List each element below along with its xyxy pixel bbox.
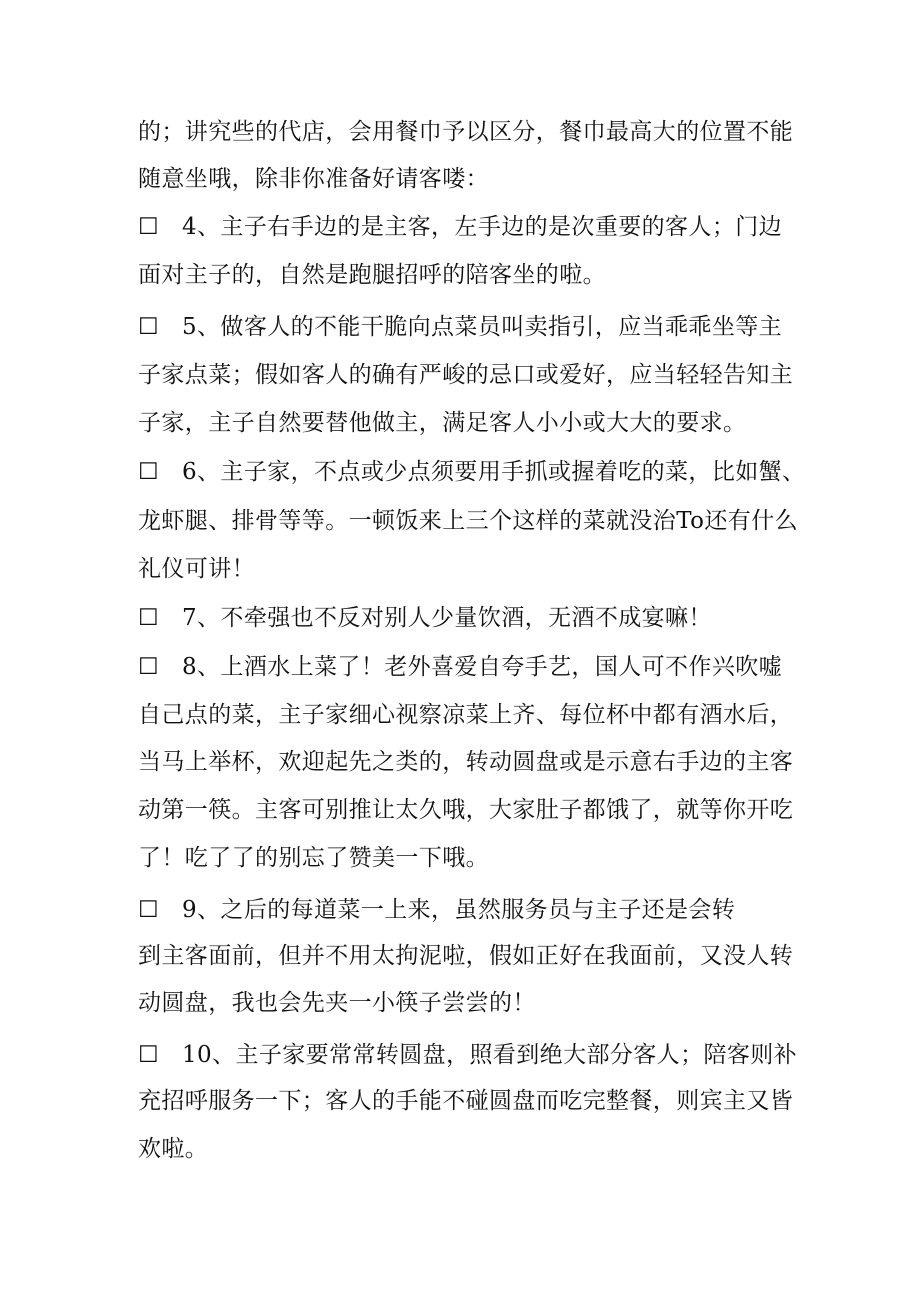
text-line: 了！吃了了的别忘了赞美一下哦。 [138,845,489,871]
text-line: 当马上举杯，欢迎起先之类的，转动圆盘或是示意右手边的主客 [138,749,794,775]
checkbox-icon: ☐ [138,605,160,631]
list-item-10: ☐ 10、主子家要常常转圆盘，照看到绝大部分客人；陪客则补 [138,1042,798,1068]
text-line: 充招呼服务一下；客人的手能不碰圆盘而吃完整餐，则宾主又皆 [138,1088,794,1114]
text-line: 动圆盘，我也会先夹一小筷子尝尝的！ [138,990,536,1016]
checkbox-icon: ☐ [138,897,160,923]
list-item-6: ☐ 6、主子家，不点或少点须要用手抓或握着吃的菜，比如蟹、 [138,459,806,485]
checkbox-icon: ☐ [138,214,160,240]
text-line: 欢啦。 [138,1136,209,1162]
text-line: 龙虾腿、排骨等等。一顿饭来上三个这样的菜就没治To还有什么 [138,508,799,534]
checkbox-icon: ☐ [138,314,160,340]
text-line: 到主客面前，但并不用太拘泥啦，假如正好在我面前，又没人转 [138,943,794,969]
list-item-7: ☐ 7、不牵强也不反对别人少量饮酒，无酒不成宴嘛！ [138,605,712,631]
checkbox-icon: ☐ [138,1042,160,1068]
text-line: 随意坐哦，除非你准备好请客喽： [138,166,489,192]
text-line: 礼仪可讲！ [138,556,255,582]
list-item-4: ☐ 4、主子右手边的是主客，左手边的是次重要的客人；门边 [138,214,783,240]
text-line: 面对主子的，自然是跑腿招呼的陪客坐的啦。 [138,262,606,288]
text-line: 子家点菜；假如客人的确有严峻的忌口或爱好，应当轻轻告知主 [138,362,794,388]
checkbox-icon: ☐ [138,459,160,485]
list-item-5: ☐ 5、做客人的不能干脆向点菜员叫卖指引，应当乖乖坐等主 [138,314,783,340]
text-line: 的；讲究些的代店，会用餐巾予以区分，餐巾最高大的位置不能 [138,119,794,145]
list-item-8: ☐ 8、上酒水上菜了！老外喜爱自夸手艺，国人可不作兴吹嘘 [138,654,783,680]
checkbox-icon: ☐ [138,654,160,680]
list-item-9: ☐ 9、之后的每道菜一上来，虽然服务员与主子还是会转 [138,897,736,923]
text-line: 自己点的菜，主子家细心视察凉菜上齐、每位杯中都有酒水后， [138,702,794,728]
text-line: 动第一筷。主客可别推让太久哦，大家肚子都饿了，就等你开吃 [138,797,794,823]
text-line: 子家，主子自然要替他做主，满足客人小小或大大的要求。 [138,410,747,436]
